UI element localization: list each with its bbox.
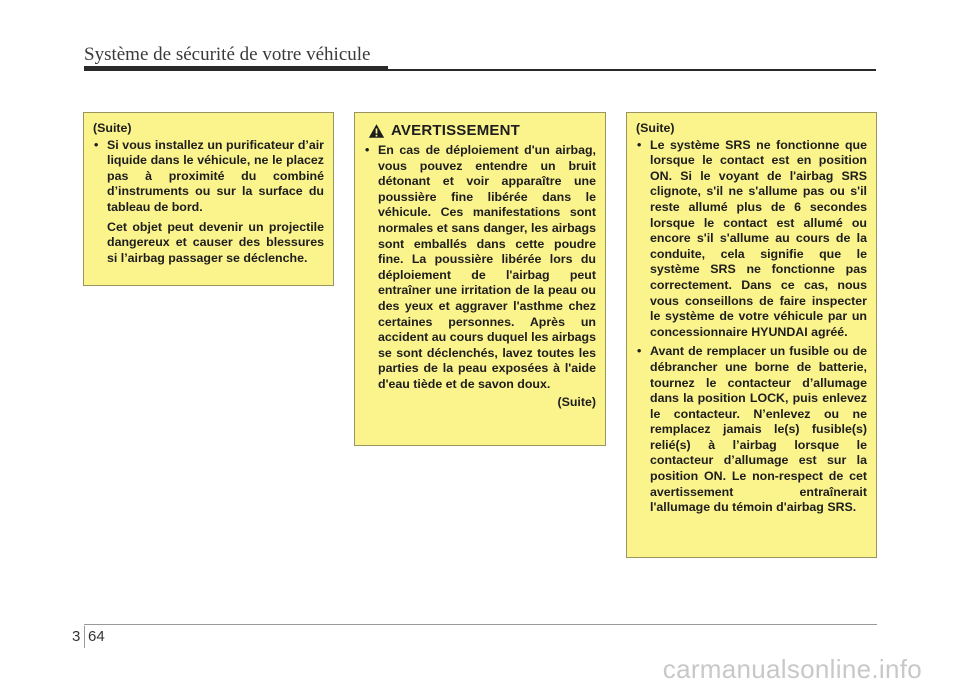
warning-title: AVERTISSEMENT [391,122,521,140]
watermark: carmanualsonline.info [662,654,922,684]
list-item: • Avant de remplacer un fusible ou de débrancher une borne de batterie, tournez le contacteur d’allumage dans la position LOCK, puis enlevez le contacteur. N’enlevez ou ne remplacez jamais le(s) fusible(s) relié(s) à l’airbag lorsque le contacteur d’allumage est sur la position ON. Le non-respect de cet avertissement entraînerait l'allumage du témoin d'airbag SRS. [636,344,867,516]
bullet-list [364,143,596,393]
header-rule-thick [84,66,388,71]
chapter-number: 3 [72,628,81,645]
warning-box-middle [354,112,606,446]
footer-rule [84,624,877,625]
bullet-list [636,138,867,516]
warning-triangle-icon [368,123,385,139]
continuation-paragraph: Cet objet peut devenir un projectile dangereux et causer des blessures si l’airbag passager se déclenche. [107,219,324,265]
suite-label: (Suite) [557,394,596,409]
warning-header [368,123,596,139]
list-item: • En cas de déploiement d'un airbag, vous pouvez entendre un bruit détonant et voir apparaître une poussière fine libérée dans le véhicule. Ces manifestations sont normales et sans danger, les airbags sont emballés dans cette poudre fine. La poussière libérée lors du déploiement de l'airbag peut entraîner une irritation de la peau ou des yeux et aggraver l'asthme chez certaines personnes. Après un accident au cours duquel les airbags se sont déclenchés, lavez toutes les parties de la peau exposées à l'aide d'eau tiède et de savon doux. [364,143,596,393]
bullet-list [93,138,324,216]
header-rule-thin [388,69,876,71]
list-item: • Le système SRS ne fonctionne que lorsque le contact est en position ON. Si le voyant de l'airbag SRS clignote, s'il ne s'allume pas ou s'il reste allumé plus de 6 secondes lorsque le contact est allumé ou encore s'il s'allume au cours de la conduite, cela signifie que le système SRS ne fonctionne pas correctement. Dans ce cas, nous vous conseillons de faire inspecter le système de votre véhicule par un concessionnaire HYUNDAI agréé. [636,138,867,341]
notice-box-right [626,112,877,558]
notice-box-left [83,112,334,286]
footer-divider [84,626,85,648]
suite-label: (Suite) [636,121,675,135]
page-number: 64 [88,628,105,645]
list-item: • Si vous installez un purificateur d’air liquide dans le véhicule, ne le placez pas à proximité du combiné d’instruments ou sur la surface du tableau de bord. [93,138,324,216]
page-header-title: Système de sécurité de votre véhicule [84,44,371,65]
suite-label: (Suite) [93,121,132,135]
